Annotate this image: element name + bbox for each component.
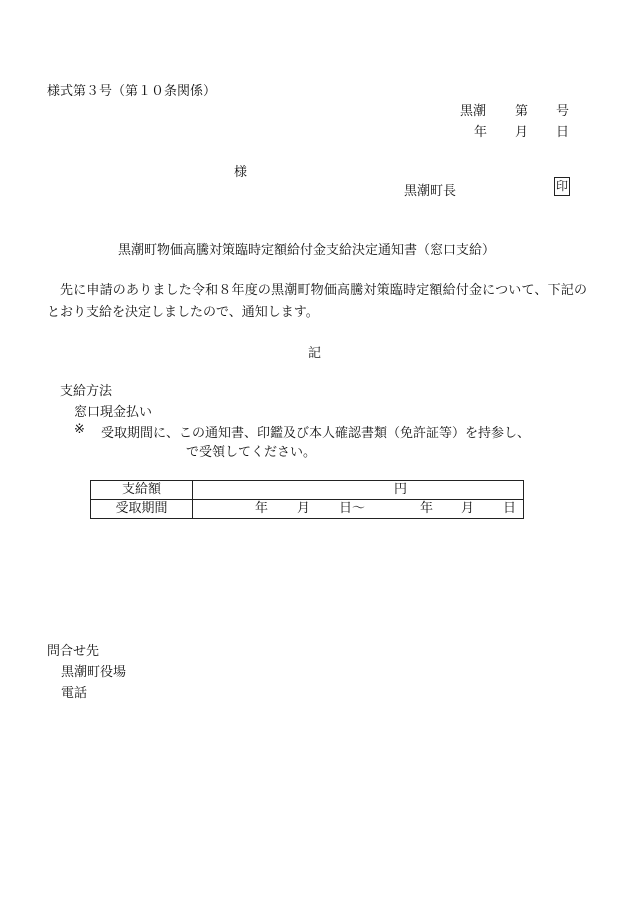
payment-method: 窓口現金払い xyxy=(74,405,153,420)
amount-value-cell xyxy=(193,481,524,500)
period-label: 受取期間 xyxy=(91,500,193,519)
inquiry-office: 黒潮町役場 xyxy=(61,665,127,680)
issue-date-month: 月 xyxy=(515,125,529,140)
period-end-day: 日 xyxy=(503,501,517,516)
amount-unit: 円 xyxy=(394,482,408,497)
note-mark: ※ xyxy=(74,422,85,437)
note-line-1: 受取期間に、この通知書、印鑑及び本人確認書類（免許証等）を持参し、 xyxy=(101,426,531,441)
seal-stamp: 印 xyxy=(554,177,570,196)
amount-label: 支給額 xyxy=(91,481,193,500)
issue-date-year: 年 xyxy=(474,125,488,140)
payment-heading: 支給方法 xyxy=(60,384,113,399)
issue-number-dai: 第 xyxy=(515,104,529,119)
period-end-year: 年 xyxy=(420,501,434,516)
table-row-period xyxy=(91,500,524,519)
issue-date-day: 日 xyxy=(556,125,570,140)
period-start-year: 年 xyxy=(255,501,269,516)
issuer-name: 黒潮町長 xyxy=(404,184,457,199)
form-number: 様式第３号（第１０条関係） xyxy=(47,84,217,99)
payment-table xyxy=(90,480,524,519)
issue-number-go: 号 xyxy=(556,104,570,119)
document-title: 黒潮町物価高騰対策臨時定額給付金支給決定通知書（窓口支給） xyxy=(118,243,496,258)
period-value-cell xyxy=(193,500,524,519)
inquiry-label: 問合せ先 xyxy=(47,644,100,659)
recipient-honorific: 様 xyxy=(234,165,248,180)
ki-marker: 記 xyxy=(308,346,322,361)
issue-number-prefix: 黒潮 xyxy=(460,104,487,119)
inquiry-phone-label: 電話 xyxy=(61,686,88,701)
body-text: 先に申請のありました令和８年度の黒潮町物価高騰対策臨時定額給付金について、下記のとおり支給を決定しましたので、通知します。 xyxy=(47,283,587,320)
note-line-2: で受領してください。 xyxy=(186,445,317,460)
period-end-month: 月 xyxy=(461,501,475,516)
table-row-amount xyxy=(91,481,524,500)
period-start-month: 月 xyxy=(297,501,311,516)
period-start-day: 日〜 xyxy=(339,501,366,516)
